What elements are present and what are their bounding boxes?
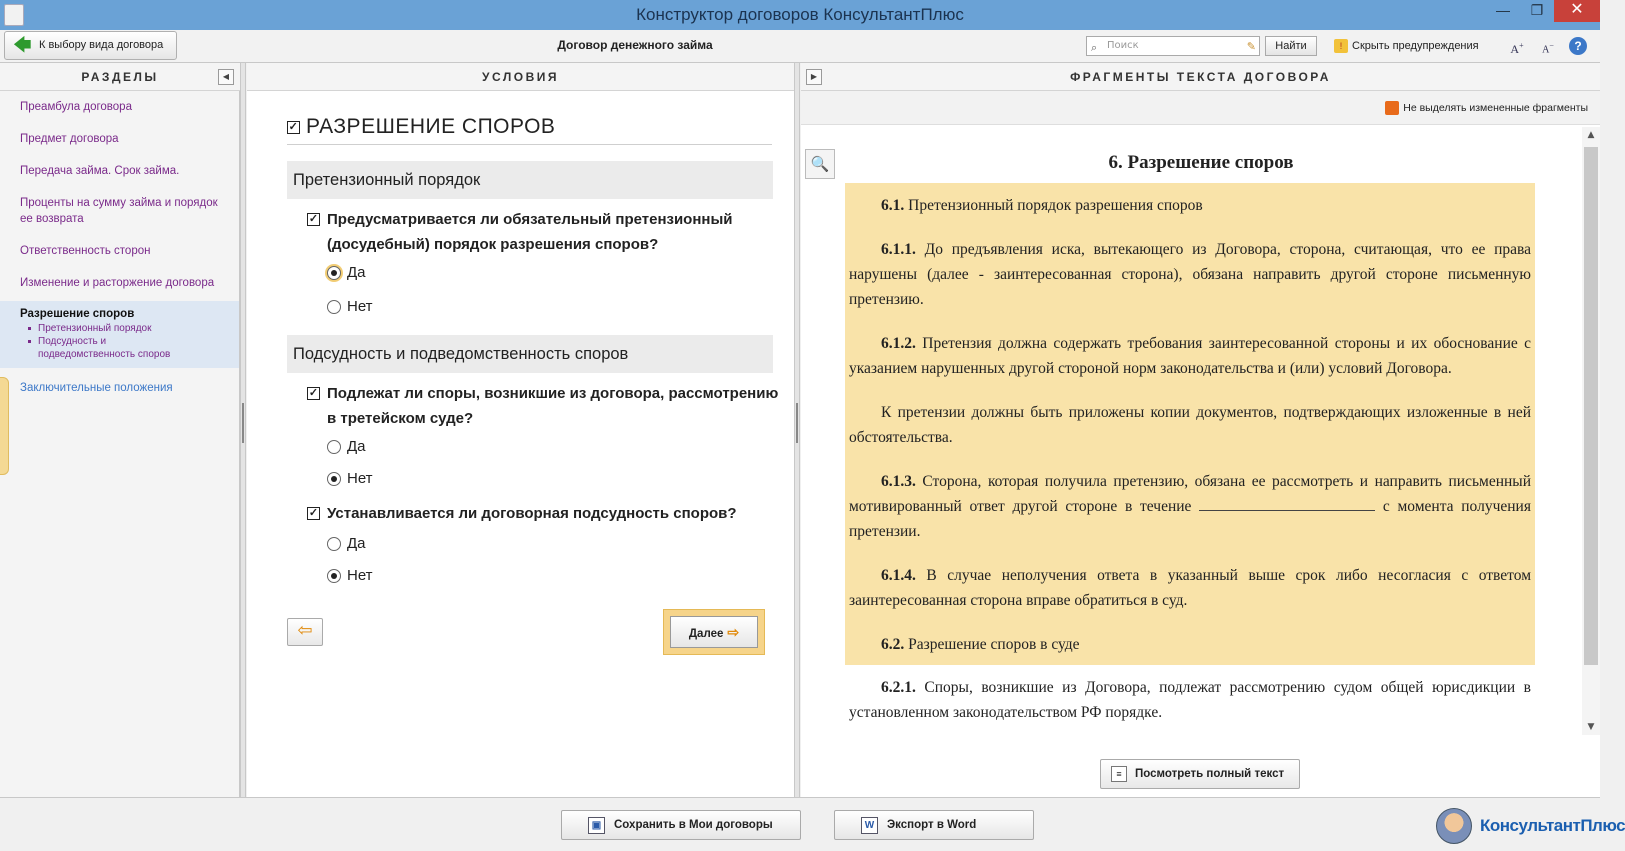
clause-6-1	[849, 193, 1531, 218]
next-button-highlight	[663, 609, 765, 655]
heading-label: Разрешение споров	[1127, 152, 1294, 173]
clause-6-1-3	[849, 469, 1531, 544]
clause-number: 6.2.	[881, 636, 905, 653]
conditions-title: УСЛОВИЯ	[247, 63, 794, 91]
clause-text: Разрешение споров в суде	[908, 636, 1080, 653]
question-arbitration	[307, 381, 787, 431]
font-smaller-icon[interactable]: A−	[1542, 41, 1554, 56]
help-icon[interactable]: ?	[1569, 37, 1587, 55]
close-button[interactable]: ✕	[1554, 0, 1600, 22]
question-contractual-jurisdiction	[307, 501, 787, 526]
back-button-label: К выбору вида договора	[39, 39, 164, 51]
sidebar-item-disputes-group	[0, 301, 239, 368]
sections-sidebar	[0, 91, 240, 797]
arrow-left-icon: ⇦	[297, 620, 313, 641]
radio-empty	[327, 300, 341, 314]
save-to-my-contracts-button[interactable]	[561, 810, 801, 840]
find-button[interactable]: Найти	[1265, 36, 1317, 56]
window-title: Конструктор договоров КонсультантПлюс	[636, 5, 964, 24]
clause-text: В случае неполучения ответа в указанный выше срок либо несогласия с ответом заинтересованная сторона вправе обратиться в суд.	[849, 567, 1532, 609]
sidebar-item-final[interactable]: Заключительные положения	[20, 382, 173, 394]
clause-attachments	[849, 400, 1531, 450]
clause-6-1-2	[849, 331, 1531, 381]
radio-empty	[327, 537, 341, 551]
conditions-heading	[287, 115, 772, 145]
previous-button[interactable]	[287, 618, 323, 646]
contract-section-heading	[845, 149, 1557, 183]
radio-q1-no[interactable]	[327, 297, 373, 317]
font-larger-glyph: A	[1510, 42, 1520, 56]
clear-search-icon[interactable]: ✎	[1246, 40, 1256, 53]
warning-icon: !	[1334, 39, 1348, 53]
heading-text: РАЗРЕШЕНИЕ СПОРОВ	[306, 115, 556, 138]
font-larger-icon[interactable]: A+	[1510, 41, 1524, 56]
minimize-button[interactable]: —	[1496, 2, 1510, 18]
clause-number: 6.1.1.	[881, 241, 916, 258]
export-to-word-button[interactable]	[834, 810, 1034, 840]
clause-number: 6.1.	[881, 197, 905, 214]
question-checkbox[interactable]: ✓	[308, 507, 319, 519]
clause-text: Претензионный порядок разрешения споров	[908, 197, 1203, 214]
radio-label: Нет	[347, 567, 373, 584]
radio-selected	[327, 569, 341, 583]
question-text: Подлежат ли споры, возникшие из договора, рассмотрению в третейском суде?	[327, 385, 779, 427]
sidebar-item-subject[interactable]: Предмет договора	[20, 133, 119, 145]
side-panel-tab[interactable]	[0, 377, 9, 475]
radio-label: Нет	[347, 298, 373, 315]
search-icon: ⌕	[1091, 41, 1098, 54]
sidebar-subitem-jurisdiction[interactable]: Подсудность и подведомственность споров	[0, 335, 239, 361]
scroll-thumb[interactable]	[1584, 147, 1598, 665]
clause-text: с момента получения претензии.	[849, 498, 1531, 540]
export-label: Экспорт в Word	[887, 819, 977, 831]
radio-q2-no[interactable]	[327, 469, 373, 489]
scroll-up-icon[interactable]: ▲	[1587, 130, 1595, 140]
clause-number: 6.1.3.	[881, 473, 916, 490]
view-full-text-button[interactable]	[1100, 759, 1300, 789]
question-claims-procedure	[307, 207, 787, 257]
sidebar-item-disputes[interactable]: Разрешение споров	[20, 308, 135, 320]
fragments-scrollbar[interactable]	[1582, 127, 1600, 735]
full-text-label: Посмотреть полный текст	[1135, 768, 1285, 780]
section-jurisdiction: Подсудность и подведомственность споров	[287, 335, 773, 373]
left-splitter[interactable]	[240, 63, 246, 799]
hide-warnings-button[interactable]	[1334, 36, 1479, 56]
blank-field[interactable]	[1199, 495, 1375, 511]
clause-number: 6.1.4.	[881, 567, 916, 584]
sidebar-item-termination[interactable]: Изменение и расторжение договора	[20, 277, 215, 289]
window-titlebar	[0, 0, 1600, 30]
right-splitter[interactable]	[794, 63, 800, 799]
next-button[interactable]	[670, 616, 758, 648]
no-highlight-label: Не выделять измененные фрагменты	[1403, 102, 1588, 114]
clause-text: До предъявления иска, вытекающего из Договора, сторона, считающая, что ее права нарушены (далее - заинтересованная сторона), обязана направить другой стороне письменную претензию.	[849, 241, 1532, 308]
document-icon: ≡	[1111, 766, 1127, 782]
sidebar-item-liability[interactable]: Ответственность сторон	[20, 245, 151, 257]
contract-text	[845, 149, 1557, 779]
back-arrow-icon: 🡄	[13, 35, 32, 55]
radio-label: Да	[347, 535, 366, 552]
clause-6-2-1	[849, 675, 1531, 725]
heading-checkbox[interactable]: ✓	[288, 120, 299, 133]
radio-selected	[327, 266, 341, 280]
clause-number: 6.1.2.	[881, 335, 916, 352]
maximize-button[interactable]: ❐	[1530, 2, 1544, 18]
heading-number: 6.	[1108, 152, 1123, 173]
toolbar	[0, 30, 1600, 63]
logo-text: КонсультантПлюс	[1480, 816, 1625, 835]
sidebar-item-preamble[interactable]: Преамбула договора	[20, 101, 132, 113]
clause-6-2	[849, 632, 1531, 657]
sidebar-item-transfer[interactable]: Передача займа. Срок займа.	[20, 165, 180, 177]
sidebar-item-interest[interactable]: Проценты на сумму займа и порядок ее возврата	[20, 197, 218, 225]
radio-q2-yes[interactable]	[327, 437, 366, 457]
collapse-sidebar-icon[interactable]: ◀	[218, 69, 234, 85]
clause-text: К претензии должны быть приложены копии документов, подтверждающих изложенные в ней обстоятельства.	[849, 404, 1531, 446]
unchanged-fragment	[845, 675, 1535, 725]
radio-label: Нет	[347, 470, 373, 487]
radio-label: Да	[347, 264, 366, 281]
sidebar-title: РАЗДЕЛЫ	[0, 63, 240, 91]
font-smaller-glyph: A	[1542, 44, 1550, 56]
consultantplus-logo	[1436, 806, 1625, 846]
app-icon	[4, 4, 24, 26]
clause-6-1-4	[849, 563, 1531, 613]
document-title: Договор денежного займа	[557, 38, 713, 52]
radio-q3-yes[interactable]	[327, 534, 366, 554]
question-checkbox[interactable]: ✓	[308, 213, 319, 225]
save-label: Сохранить в Мои договоры	[614, 819, 773, 831]
radio-label: Да	[347, 438, 366, 455]
save-disk-icon: ▣	[588, 817, 605, 834]
clause-text: Споры, возникшие из Договора, подлежат рассмотрению судом общей юрисдикции в установленном законодательством РФ порядке.	[849, 679, 1532, 721]
conditions-panel	[247, 91, 794, 797]
search-placeholder: Поиск	[1107, 40, 1139, 51]
highlight-off-icon	[1385, 101, 1399, 115]
next-label: Далее	[688, 628, 724, 640]
section-claims: Претензионный порядок	[287, 161, 773, 199]
back-to-contract-types-button[interactable]	[4, 31, 177, 60]
radio-empty	[327, 440, 341, 454]
radio-q1-yes[interactable]	[327, 263, 366, 283]
word-icon: W	[861, 817, 878, 834]
bottom-bar	[0, 797, 1625, 851]
logo-emblem	[1436, 808, 1472, 844]
radio-selected	[327, 472, 341, 486]
no-highlight-toggle[interactable]	[801, 91, 1600, 125]
question-text: Предусматривается ли обязательный претензионный (досудебный) порядок разрешения споров?	[327, 211, 733, 253]
radio-q3-no[interactable]	[327, 566, 373, 586]
expand-fragments-icon[interactable]: ▶	[806, 69, 822, 85]
arrow-right-icon: ⇨	[727, 624, 740, 640]
question-checkbox[interactable]: ✓	[308, 387, 319, 399]
question-text: Устанавливается ли договорная подсудность споров?	[327, 505, 737, 522]
clause-number: 6.2.1.	[881, 679, 916, 696]
preview-document-icon[interactable]: 🔍	[805, 149, 835, 179]
clause-text: Сторона, которая получила претензию, обязана ее рассмотреть и направить письменный мотивированный ответ другой стороне в течение	[849, 473, 1531, 515]
clause-text: Претензия должна содержать требования заинтересованной стороны и их обоснование с указанием нарушенных другой стороной норм законодательства и (или) условий Договора.	[849, 335, 1532, 377]
fragments-panel	[801, 91, 1600, 797]
sidebar-subitem-claims[interactable]: Претензионный порядок	[0, 322, 239, 335]
fragments-title: ФРАГМЕНТЫ ТЕКСТА ДОГОВОРА	[801, 63, 1600, 91]
changed-fragment	[845, 183, 1535, 665]
clause-6-1-1	[849, 237, 1531, 312]
scroll-down-icon[interactable]: ▼	[1587, 722, 1595, 732]
hide-warnings-label: Скрыть предупреждения	[1352, 40, 1479, 52]
search-input[interactable]	[1086, 36, 1260, 56]
